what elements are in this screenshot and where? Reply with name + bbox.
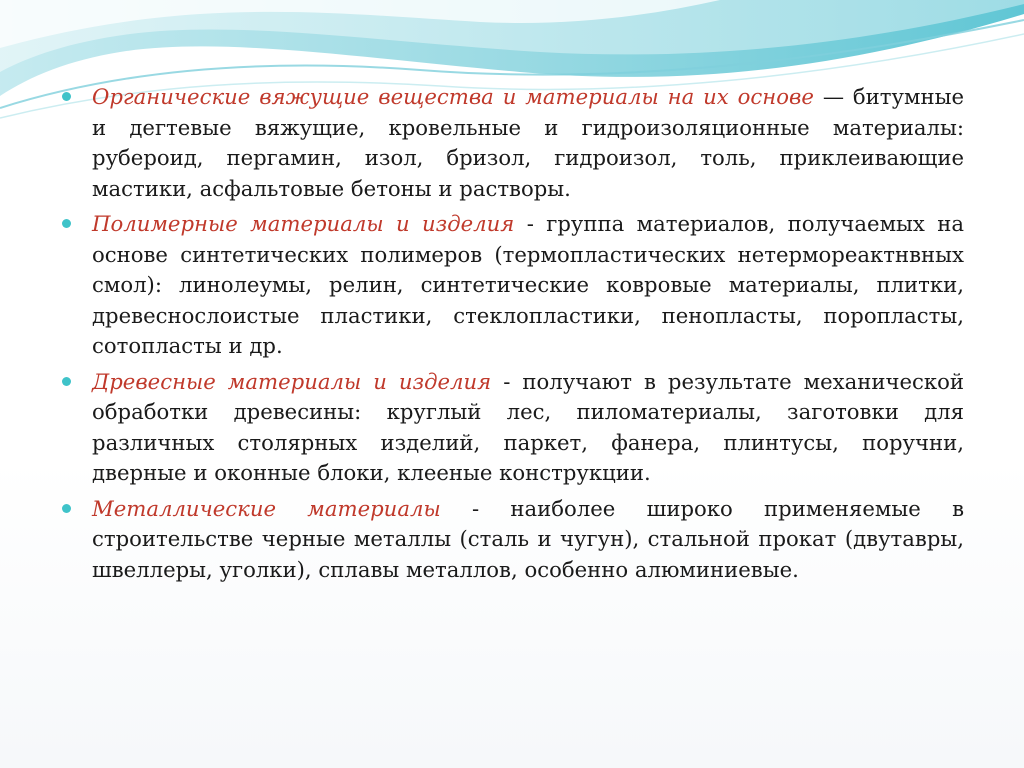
bullet-icon: [62, 504, 71, 513]
item-term: Металлические материалы: [92, 495, 441, 521]
item-text: - группа материалов, получаемых на основе синтетических полимеров (термопластических нетермореактнвных смол): линолеумы, релин, синтетические ковровые материалы, плитки, древеснослоистые пластики, стеклопластики, пенопласты, поропласты, сотопласты и др.: [92, 211, 964, 358]
list-item: [62, 494, 964, 586]
list-item: [62, 82, 964, 204]
item-term: Древесные материалы и изделия: [92, 368, 492, 394]
bullet-list: [62, 82, 964, 590]
list-item: [62, 209, 964, 362]
item-term: Полимерные материалы и изделия: [92, 211, 515, 236]
item-text: - получают в результате механической обработки древесины: круглый лес, пиломатериалы, заготовки для различных столярных изделий, паркет, фанера, плинтусы, поручни, дверные и оконные блоки, клееные конструкции.: [92, 368, 964, 485]
item-term: Органические вяжущие вещества и материалы на их основе: [92, 84, 814, 109]
list-item: [62, 367, 964, 489]
bullet-icon: [62, 92, 71, 101]
item-text: - наиболее широко применяемые в строительстве черные металлы (сталь и чугун), стальной прокат (двутавры, швеллеры, уголки), сплавы металлов, особенно алюминиевые.: [92, 495, 964, 582]
bullet-icon: [62, 219, 71, 228]
item-text: — битумные и дегтевые вяжущие, кровельные и гидроизоляционные материалы: рубероид, пергамин, изол, бризол, гидроизол, толь, приклеивающие мастики, асфальтовые бетоны и растворы.: [92, 84, 964, 201]
bullet-icon: [62, 377, 71, 386]
